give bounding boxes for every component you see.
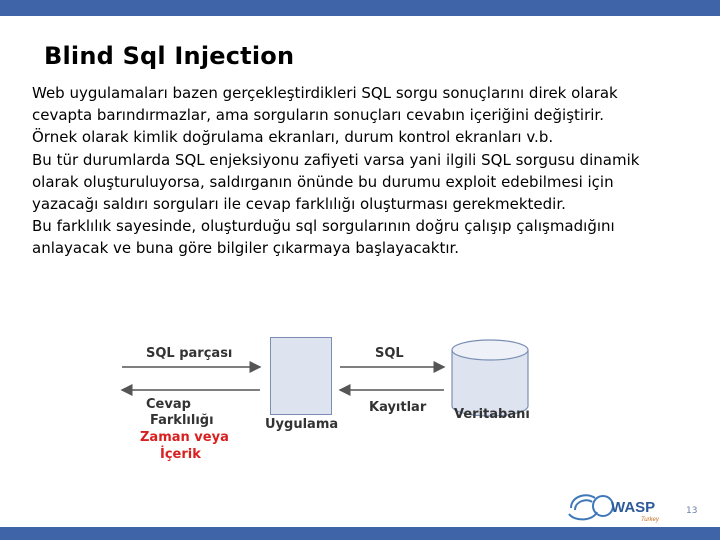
body-line: Örnek olarak kimlik doğrulama ekranları, durum kontrol ekranları v.b. <box>32 128 554 147</box>
database-icon <box>450 338 530 418</box>
owasp-logo <box>565 488 675 524</box>
difference-label: Farklılığı <box>150 413 214 428</box>
body-line: cevapta barındırmazlar, ama sorguların sonuçları cevabın içeriğini değiştirir. <box>32 106 604 125</box>
page-number: 13 <box>686 506 698 516</box>
body-line: Web uygulamaları bazen gerçekleştirdikleri SQL sorgu sonuçlarını direk olarak <box>32 84 618 102</box>
sql-flow-diagram <box>110 330 550 470</box>
bottom-bar <box>0 527 720 540</box>
slide-title: Blind Sql Injection <box>44 42 295 70</box>
application-label: Uygulama <box>265 417 339 432</box>
application-box <box>270 337 332 415</box>
database-label: Veritabanı <box>454 407 530 422</box>
content-label: İçerik <box>160 447 201 462</box>
sql-part-label: SQL parçası <box>146 346 233 361</box>
top-bar <box>0 0 720 16</box>
svg-text:WASP: WASP <box>611 499 656 516</box>
records-label: Kayıtlar <box>369 400 427 415</box>
body-line: olarak oluşturuluyorsa, saldırganın önünde bu durumu exploit edebilmesi için <box>32 172 614 191</box>
sql-label: SQL <box>375 346 404 361</box>
time-or-label: Zaman veya <box>140 430 229 445</box>
body-line: anlayacak ve buna göre bilgiler çıkarmaya başlayacaktır. <box>32 239 460 258</box>
response-label: Cevap <box>146 397 191 412</box>
slide-body <box>32 82 702 260</box>
body-line: Bu farklılık sayesinde, oluşturduğu sql sorgularının doğru çalışıp çalışmadığını <box>32 217 615 236</box>
body-line: yazacağı saldırı sorguları ile cevap farklılığı oluşturması gerekmektedir. <box>32 195 566 214</box>
svg-text:Turkey: Turkey <box>641 517 659 523</box>
body-line: Bu tür durumlarda SQL enjeksiyonu zafiyeti varsa yani ilgili SQL sorgusu dinamik <box>32 150 640 169</box>
